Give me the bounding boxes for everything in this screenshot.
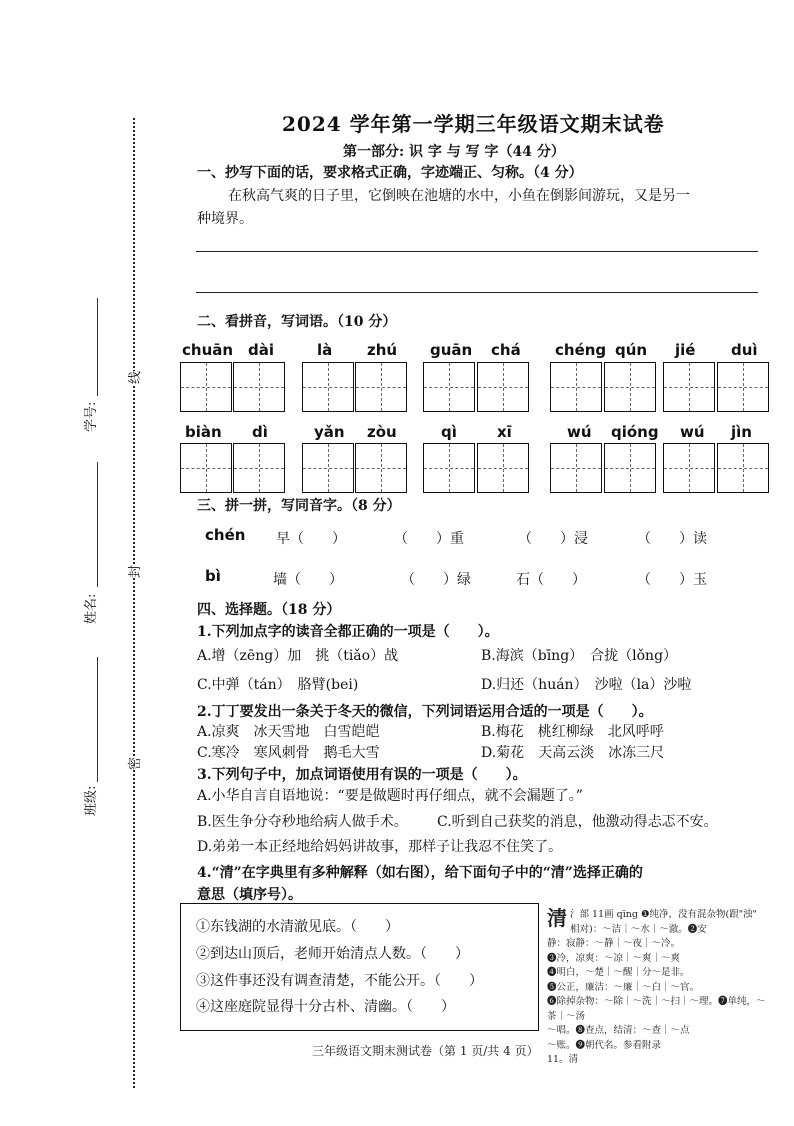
q1-text-line2: 种境界。	[197, 211, 253, 227]
pinyin: dài	[248, 341, 275, 359]
dictionary-line: ❻除掉杂物：～除｜～洗｜～扫｜～理。❼单纯，～茶｜～汤	[547, 996, 766, 1022]
pinyin: qióng	[611, 423, 659, 441]
dictionary-line: ❹明白，～楚｜～醒｜分～是非。	[547, 967, 690, 978]
q4-2-option-d[interactable]: D.菊花 天高云淡 冰冻三尺	[481, 745, 665, 761]
pinyin: chuān	[182, 341, 234, 359]
exam-title: 2024 学年第一学期三年级语文期末试卷	[282, 112, 665, 136]
dictionary-line: ❸冷，凉爽：～凉｜～爽｜～爽	[547, 952, 681, 964]
tianzige-box[interactable]	[604, 443, 656, 493]
dictionary-line: 相对)：～洁｜～水｜～澈。❷安	[570, 923, 707, 935]
q4-1-option-b[interactable]: B.海滨（bīng） 合拢（lǒng）	[481, 648, 678, 664]
pinyin: duì	[731, 341, 758, 359]
q4-3-option-d[interactable]: D.弟弟一本正经地给妈妈讲故事，那样子让我忍不住笑了。	[197, 839, 563, 855]
q4-4-item[interactable]: ③这件事还没有调查清楚，不能公开。（ ）	[196, 973, 483, 989]
tianzige-box[interactable]	[180, 362, 232, 412]
q4-1-option-c[interactable]: C.中弹（tán） 胳臂(bei)	[197, 677, 359, 693]
q4-3-option-b[interactable]: B.医生争分夺秒地给病人做手术。	[197, 814, 408, 830]
pinyin: chéng	[555, 341, 607, 359]
q3-pinyin-bi: bì	[205, 567, 221, 585]
q3-pinyin-chen: chén	[205, 526, 246, 544]
tianzige-box[interactable]	[717, 362, 769, 412]
q2-heading: 二、看拼音，写词语。（10 分）	[197, 314, 397, 330]
dictionary-line: ～唱。❽查点，结清：～查｜～点	[547, 1025, 690, 1036]
pinyin: jié	[675, 341, 696, 359]
pinyin: biàn	[185, 423, 222, 441]
page-footer: 三年级语文期末测试卷（第 1 页/共 4 页）	[312, 1044, 539, 1058]
pinyin: zhú	[367, 341, 398, 359]
tianzige-box[interactable]	[355, 362, 407, 412]
pinyin: chá	[491, 341, 521, 359]
tianzige-box[interactable]	[233, 362, 285, 412]
q4-heading: 四、选择题。（18 分）	[197, 602, 341, 618]
q4-2-option-a[interactable]: A.凉爽 冰天雪地 白雪皑皑	[197, 724, 380, 740]
pinyin: guān	[430, 341, 473, 359]
tianzige-box[interactable]	[663, 362, 715, 412]
q4-4-item[interactable]: ①东钱湖的水清澈见底。（ ）	[196, 919, 399, 935]
class-label: 班级:	[84, 785, 99, 816]
tianzige-box[interactable]	[180, 443, 232, 493]
dictionary-headword: 清	[547, 906, 567, 930]
tianzige-box[interactable]	[477, 362, 529, 412]
q1-text-line1: 在秋高气爽的日子里，它倒映在池塘的水中，小鱼在倒影间游玩，又是另一	[228, 188, 690, 204]
tianzige-box[interactable]	[604, 362, 656, 412]
q3-blank[interactable]: 早（ ）	[276, 531, 346, 547]
tianzige-box[interactable]	[423, 362, 475, 412]
pinyin: wú	[680, 423, 705, 441]
student-name-line	[97, 462, 98, 587]
tianzige-box[interactable]	[302, 443, 354, 493]
pinyin: dì	[252, 423, 268, 441]
part1-title: 第一部分: 识 字 与 写 字（44 分）	[343, 144, 565, 160]
pinyin: qì	[441, 423, 457, 441]
q4-3-option-c[interactable]: C.听到自己获奖的消息，他激动得忐忑不安。	[437, 814, 718, 830]
q3-blank[interactable]: 墙（ ）	[273, 572, 343, 588]
q3-blank[interactable]: （ ）浸	[518, 531, 588, 547]
q4-4-item[interactable]: ②到达山顶后，老师开始清点人数。（ ）	[196, 946, 469, 962]
student-id-label: 学号:	[84, 401, 99, 432]
pinyin: zòu	[367, 423, 397, 441]
dictionary-line: ❺公正，廉洁：～廉｜～白｜～官。	[547, 981, 700, 993]
student-name-label: 姓名:	[84, 593, 99, 624]
q1-writing-line-1[interactable]	[196, 251, 758, 252]
pinyin: là	[317, 341, 333, 359]
tianzige-box[interactable]	[717, 443, 769, 493]
q4-1-stem: 1.下列加点字的读音全都正确的一项是（ ）。	[197, 624, 499, 640]
binding-mark-feng: 封	[124, 565, 143, 578]
q3-blank[interactable]: （ ）绿	[401, 572, 471, 588]
tianzige-box[interactable]	[550, 362, 602, 412]
q1-heading: 一、抄写下面的话，要求格式正确，字迹端正、匀称。（4 分）	[197, 165, 583, 181]
tianzige-box[interactable]	[477, 443, 529, 493]
pinyin: jìn	[731, 423, 752, 441]
dictionary-line: 11。清	[547, 1054, 579, 1065]
binding-mark-mi: 密	[124, 757, 143, 770]
dictionary-line: 氵部 11画 qīng ❶纯净，没有混杂物(跟"浊"	[570, 909, 757, 920]
q3-blank[interactable]: （ ）玉	[637, 572, 707, 588]
q4-2-option-c[interactable]: C.寒冷 寒风刺骨 鹅毛大雪	[197, 745, 380, 761]
q4-4-item[interactable]: ④这座庭院显得十分古朴、清幽。（ ）	[196, 999, 455, 1015]
q4-1-option-a[interactable]: A.增（zēng）加 挑（tiǎo）战	[197, 648, 399, 664]
class-line	[97, 657, 98, 782]
tianzige-box[interactable]	[233, 443, 285, 493]
binding-mark-xian: 线	[124, 371, 143, 384]
dictionary-entry-image	[547, 906, 769, 1065]
q1-writing-line-2[interactable]	[196, 292, 758, 293]
tianzige-box[interactable]	[663, 443, 715, 493]
tianzige-box[interactable]	[550, 443, 602, 493]
pinyin: qún	[615, 341, 648, 359]
q4-1-option-d[interactable]: D.归还（huán） 沙啦（la）沙啦	[481, 677, 692, 693]
tianzige-box[interactable]	[423, 443, 475, 493]
q3-blank[interactable]: （ ）重	[394, 531, 464, 547]
q3-heading: 三、拼一拼，写同音字。（8 分）	[197, 498, 401, 514]
q4-4-stem-line1: 4.“清”在字典里有多种解释（如右图），给下面句子中的“清”选择正确的	[197, 865, 643, 881]
q4-2-stem: 2.丁丁要发出一条关于冬天的微信，下列词语运用合适的一项是（ ）。	[197, 704, 653, 720]
dictionary-line: ～账。❾朝代名。参看附录	[547, 1039, 662, 1051]
dictionary-line: 静：寂静：～静｜～夜｜～冷。	[547, 938, 681, 949]
pinyin: wú	[567, 423, 592, 441]
student-id-line	[97, 298, 98, 396]
q4-3-option-a[interactable]: A.小华自言自语地说：“要是做题时再仔细点，就不会漏题了。”	[197, 788, 583, 804]
pinyin: xī	[497, 423, 512, 441]
tianzige-box[interactable]	[302, 362, 354, 412]
pinyin: yǎn	[314, 423, 345, 441]
q4-4-stem-line2: 意思（填序号）。	[197, 887, 302, 903]
binding-dotted-line	[133, 118, 135, 1088]
q4-2-option-b[interactable]: B.梅花 桃红柳绿 北风呼呼	[481, 724, 664, 740]
q3-blank[interactable]: （ ）读	[637, 531, 707, 547]
q3-blank[interactable]: 石（ ）	[516, 572, 586, 588]
tianzige-box[interactable]	[355, 443, 407, 493]
q4-3-stem: 3.下列句子中，加点词语使用有误的一项是（ ）。	[197, 767, 527, 783]
